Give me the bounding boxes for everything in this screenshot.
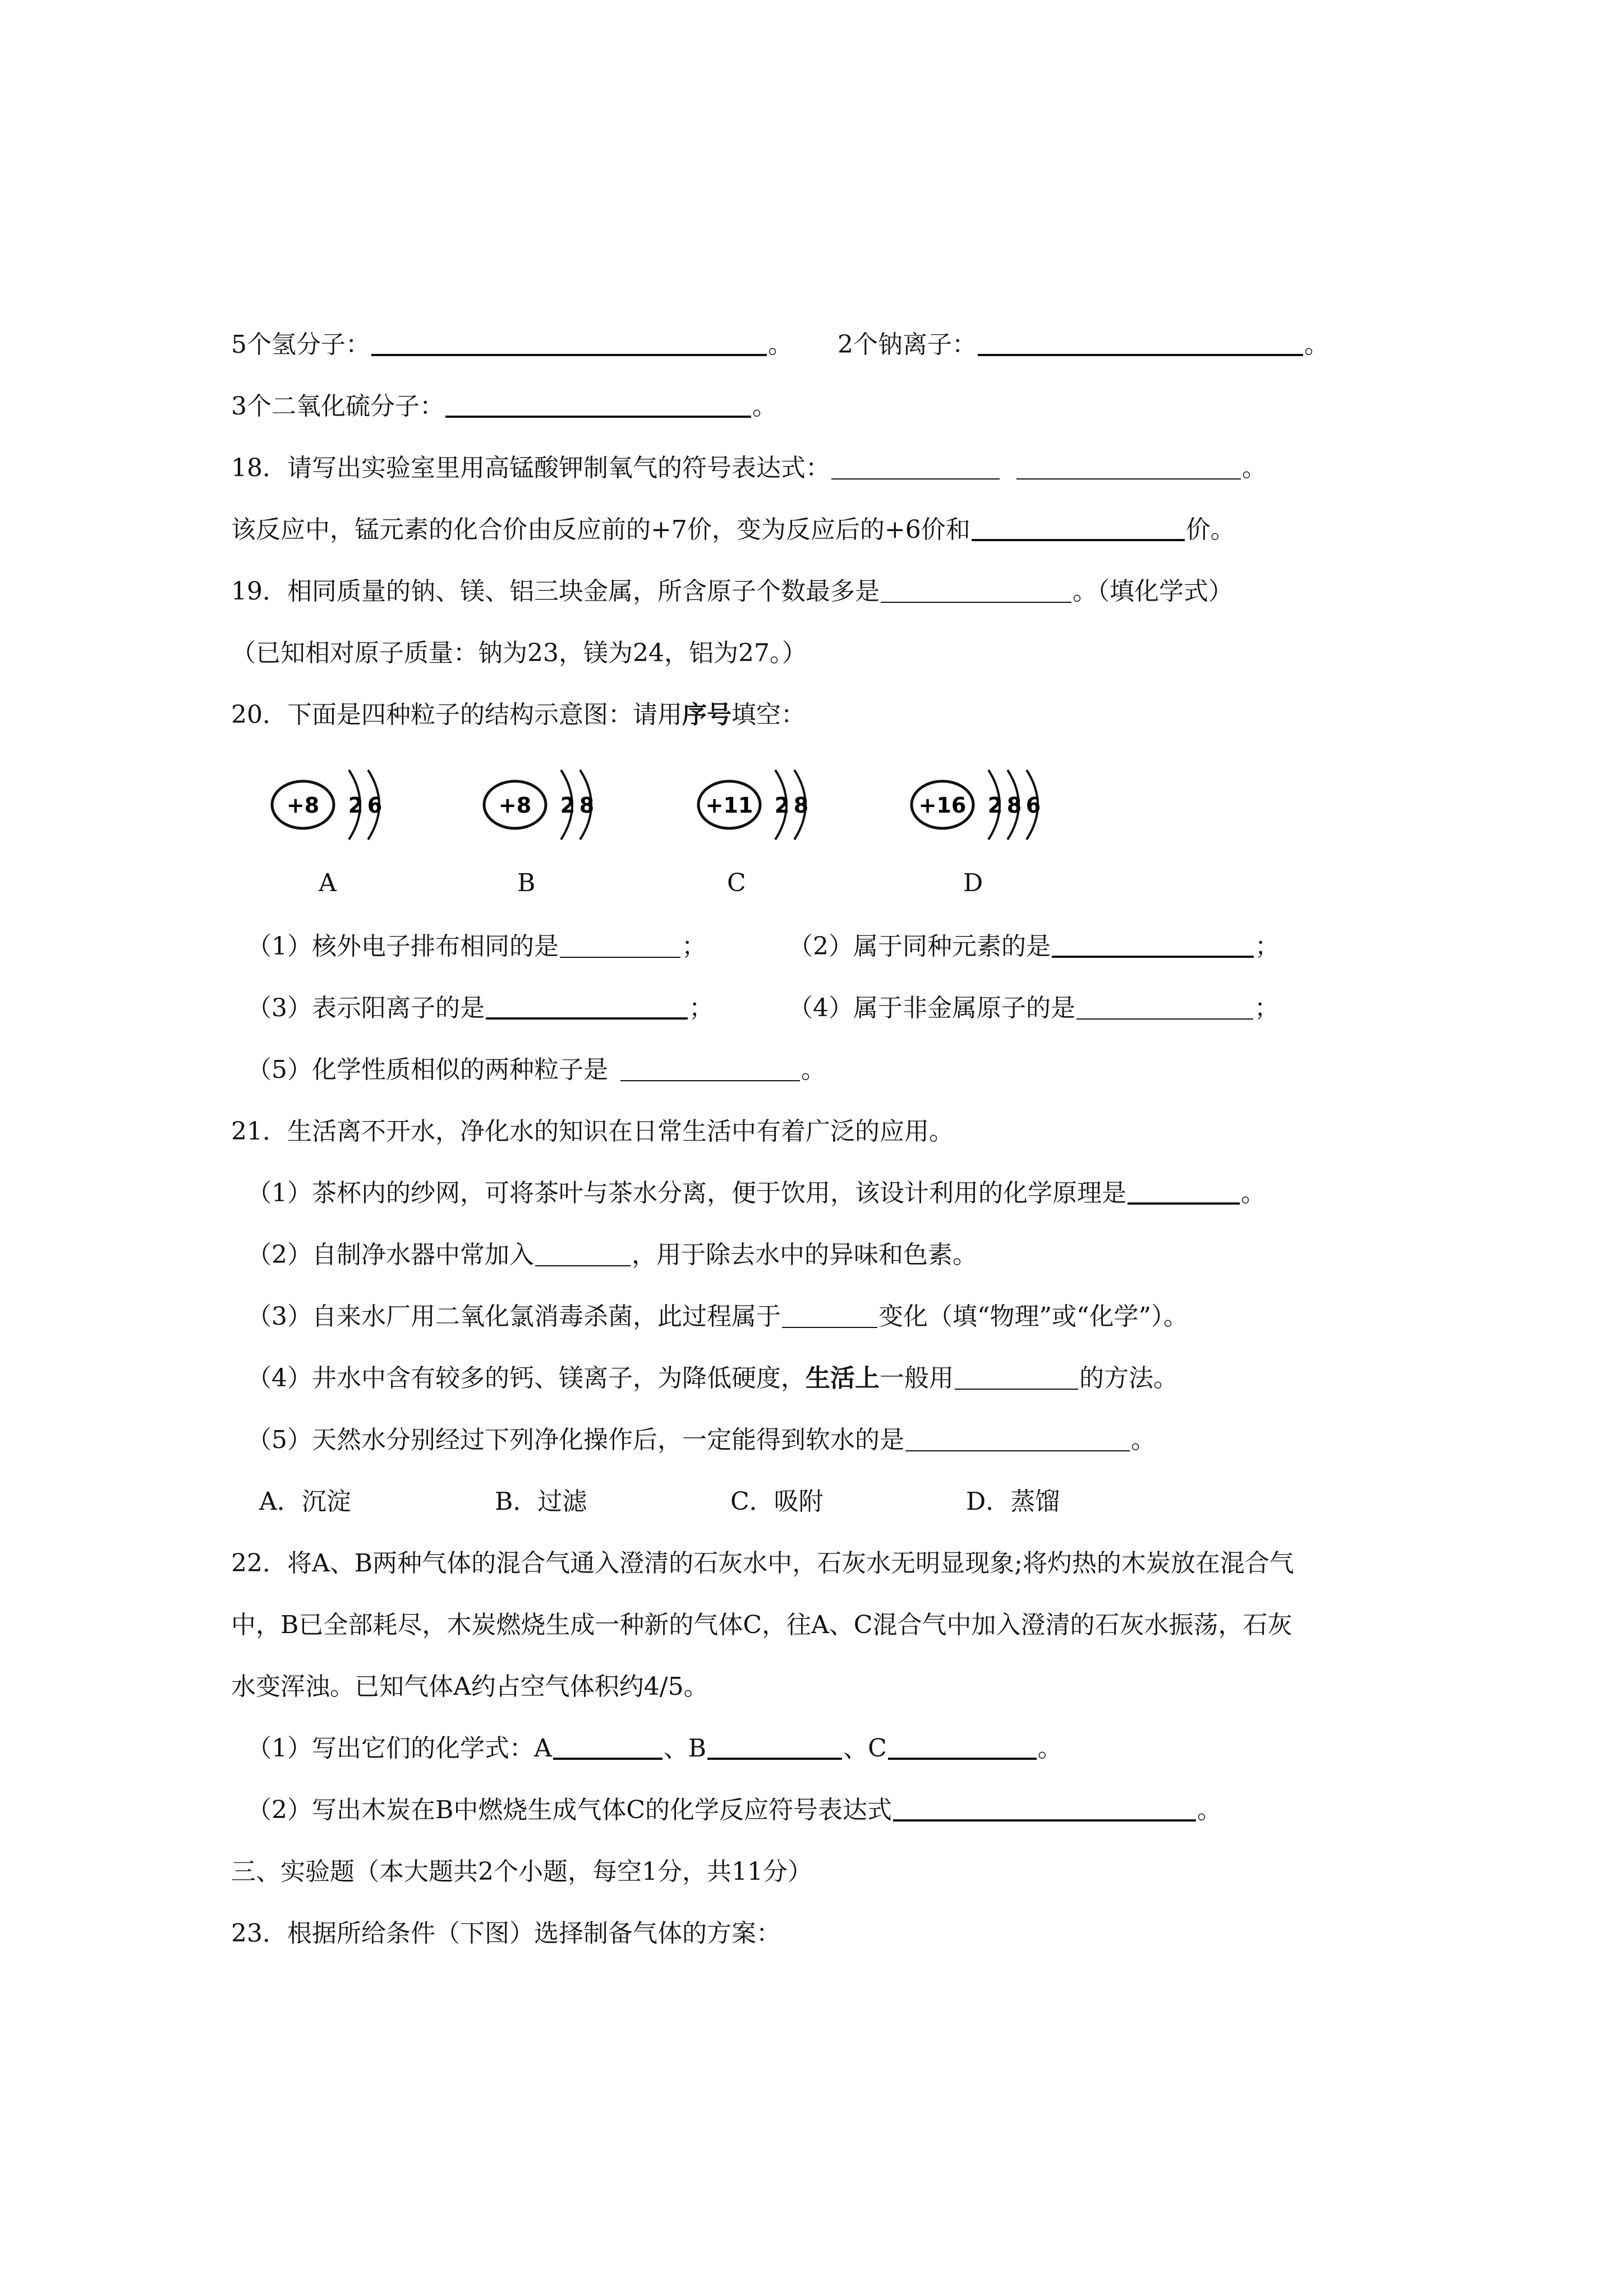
q19-hint: 。（填化学式） (1073, 577, 1233, 606)
section-3-text: 三、实验题（本大题共2个小题，每空1分，共11分） (231, 1857, 812, 1886)
shell-electron-count: 6 (1025, 793, 1041, 818)
q21-2-end: ，用于除去水中的异味和色素。 (632, 1241, 977, 1269)
q21-1-text: （1）茶杯内的纱网，可将茶叶与茶水分离，便于饮用，该设计利用的化学原理是 (247, 1179, 1126, 1207)
blank-three-so2[interactable] (445, 391, 751, 418)
period: 。 (1242, 454, 1267, 482)
q21-3-end: 变化（填“物理”或“化学”）。 (878, 1302, 1188, 1331)
structure-diagram-c (698, 770, 808, 840)
nucleus-charge: +11 (705, 793, 753, 818)
blank-q18-part1[interactable] (831, 454, 1000, 480)
q20-sub-3 (247, 992, 714, 1025)
q21-text: 21．生活离不开水，净化水的知识在日常生活中有着广泛的应用。 (231, 1117, 954, 1146)
shell-electron-count: 8 (579, 793, 595, 818)
text-two-sodium-ions: 2个钠离子： (838, 330, 977, 359)
q20-text: 20．下面是四种粒子的结构示意图：请用 (231, 700, 682, 729)
question-20 (231, 698, 806, 732)
suffix: 价。 (1185, 515, 1235, 544)
q21-sub-2 (247, 1238, 977, 1272)
period: 。 (1304, 330, 1329, 359)
section-3-heading (231, 1855, 812, 1889)
structure-diagram-a (272, 770, 382, 840)
diagram-label-b: B (517, 869, 536, 897)
q20-sub-5 (247, 1053, 826, 1087)
semicolon: ； (1255, 932, 1280, 961)
shell-electron-count: 2 (560, 793, 576, 818)
q21-4-bold: 生活上 (806, 1364, 880, 1393)
blank-q22-c[interactable] (888, 1733, 1037, 1760)
shell-electron-count: 8 (1006, 793, 1022, 818)
diagram-label-a: A (319, 869, 337, 897)
option-b[interactable]: B．过滤 (495, 1487, 587, 1516)
structure-diagram-b (484, 770, 594, 840)
blank-q21-1[interactable] (1128, 1178, 1240, 1205)
q21-sub-1 (247, 1177, 1266, 1210)
q22-1-text-b: 、B (663, 1734, 707, 1763)
blank-q20-3[interactable] (486, 993, 688, 1020)
shell-electron-count: 6 (367, 793, 383, 818)
blank-q21-3[interactable] (782, 1302, 877, 1328)
q21-5-text: （5）天然水分别经过下列净化操作后，一定能得到软水的是 (247, 1426, 904, 1454)
nucleus-charge: +16 (918, 793, 967, 818)
blank-q20-4[interactable] (1076, 994, 1253, 1020)
question-18-valence (231, 513, 1235, 547)
blank-q19[interactable] (881, 577, 1071, 603)
blank-q21-2[interactable] (535, 1241, 631, 1266)
q21-3-text: （3）自来水厂用二氧化氯消毒杀菌，此过程属于 (247, 1302, 781, 1331)
q22-sub-2 (247, 1794, 1222, 1827)
semicolon: ； (1254, 994, 1279, 1022)
shell-electron-count: 2 (774, 793, 790, 818)
blank-q20-1[interactable] (560, 932, 680, 958)
option-a[interactable]: A．沉淀 (259, 1487, 351, 1516)
q22-1-text-c: 、C (843, 1734, 887, 1763)
period: 。 (752, 392, 777, 421)
blank-q20-2[interactable] (1052, 931, 1254, 958)
diagram-label-d: D (963, 869, 983, 897)
question-21 (231, 1115, 954, 1149)
period: 。 (1197, 1796, 1222, 1824)
nucleus-charge: +8 (286, 793, 320, 818)
q20-sub-4 (788, 992, 1279, 1025)
q22-text-1: 22．将A、B两种气体的混合气通入澄清的石灰水中，石灰水无明显现象;将灼热的木炭放在混合气 (231, 1549, 1294, 1578)
text-three-so2: 3个二氧化硫分子： (231, 392, 444, 421)
blank-q22-2[interactable] (893, 1795, 1196, 1822)
q22-2-text: （2）写出木炭在B中燃烧生成气体C的化学反应符号表达式 (247, 1796, 892, 1824)
option-c[interactable]: C．吸附 (730, 1487, 823, 1516)
blank-q22-a[interactable] (553, 1733, 663, 1760)
q20-1-text: （1）核外电子排布相同的是 (247, 932, 559, 961)
period: 。 (768, 330, 793, 359)
q22-text-2: 中，B已全部耗尽，木炭燃烧生成一种新的气体C，往A、C混合气中加入澄清的石灰水振荡，石灰 (231, 1611, 1292, 1639)
question-19 (231, 575, 1233, 608)
blank-q21-5[interactable] (905, 1426, 1130, 1451)
q23-text: 23．根据所给条件（下图）选择制备气体的方案： (231, 1919, 781, 1948)
blank-q18-valence[interactable] (972, 514, 1185, 541)
q22-1-text-a: （1）写出它们的化学式：A (247, 1734, 552, 1763)
period: 。 (1131, 1426, 1156, 1454)
line-sulfur-dioxide (231, 390, 777, 423)
question-22-line3 (231, 1670, 709, 1704)
q20-4-text: （4）属于非金属原子的是 (788, 994, 1075, 1022)
question-23 (231, 1917, 781, 1951)
period: 。 (1037, 1734, 1062, 1763)
blank-q20-5[interactable] (620, 1055, 800, 1081)
question-18 (231, 451, 1267, 485)
q18-valence-text: 该反应中，锰元素的化合价由反应前的+7价，变为反应后的+6价和 (231, 515, 970, 544)
shell-electron-count: 2 (348, 793, 364, 818)
q21-4-text2: 一般用 (880, 1364, 954, 1393)
question-22-line1 (231, 1547, 1294, 1580)
q20-2-text: （2）属于同种元素的是 (788, 932, 1051, 961)
q20-text-end: 填空： (732, 700, 806, 729)
blank-q21-4[interactable] (955, 1364, 1078, 1390)
question-19-note (231, 637, 807, 670)
blank-five-hydrogen[interactable] (371, 329, 767, 356)
shell-electron-count: 2 (987, 793, 1003, 818)
q19-text: 19．相同质量的钠、镁、铝三块金属，所含原子个数最多是 (231, 577, 880, 606)
q21-sub-4 (247, 1362, 1178, 1395)
q20-sub-2 (788, 930, 1280, 963)
text-five-hydrogen-molecules: 5个氢分子： (231, 330, 370, 359)
question-22-line2 (231, 1608, 1292, 1642)
blank-q22-b[interactable] (707, 1733, 842, 1760)
nucleus-charge: +8 (498, 793, 532, 818)
q21-4-end: 的方法。 (1079, 1364, 1178, 1393)
diagram-label-c: C (727, 869, 746, 897)
line-hydrogen-sodium (231, 328, 1329, 362)
blank-q18-part2[interactable] (1016, 454, 1241, 480)
q20-bold-serial: 序号 (682, 700, 732, 729)
q21-2-text: （2）自制净水器中常加入 (247, 1241, 534, 1269)
q20-3-text: （3）表示阳离子的是 (247, 994, 485, 1022)
semicolon: ； (682, 932, 706, 961)
q22-sub-1 (247, 1732, 1062, 1765)
blank-two-sodium[interactable] (978, 329, 1303, 356)
q19-note: （已知相对原子质量：钠为23，镁为24，铝为27。） (231, 639, 807, 667)
semicolon: ； (689, 994, 714, 1022)
q21-4-text: （4）井水中含有较多的钙、镁离子，为降低硬度， (247, 1364, 806, 1393)
period: 。 (801, 1055, 826, 1084)
shell-electron-count: 8 (793, 793, 809, 818)
q20-sub-1 (247, 930, 706, 963)
q18-text: 18．请写出实验室里用高锰酸钾制氧气的符号表达式： (231, 454, 830, 482)
option-d[interactable]: D．蒸馏 (966, 1487, 1060, 1516)
q21-sub-5 (247, 1423, 1156, 1457)
q21-sub-3 (247, 1300, 1188, 1334)
q20-5-text: （5）化学性质相似的两种粒子是 (247, 1055, 608, 1084)
period: 。 (1241, 1179, 1266, 1207)
q22-text-3: 水变浑浊。已知气体A约占空气体积约4/5。 (231, 1672, 709, 1701)
structure-diagram-d (912, 770, 1041, 840)
particle-structure-diagrams (0, 746, 1624, 858)
